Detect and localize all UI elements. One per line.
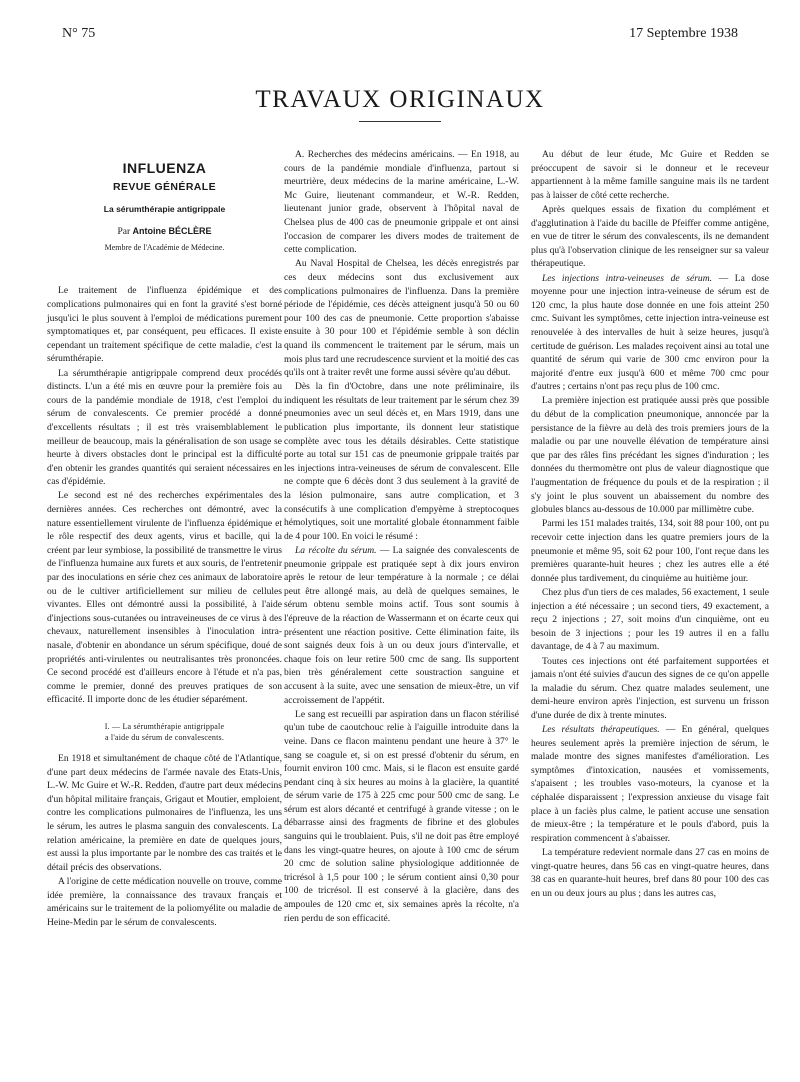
paragraph: La température redevient normale dans 27 cas en moins de vingt-quatre heures, dans 56 cas en vingt-quatre heures, dans 38 cas en quarante-huit heures, bref dans 80 pour 100 des cas en un ou deux jours au plus ; dans les autres cas, (531, 847, 769, 899)
article-title: INFLUENZA (122, 160, 207, 176)
section-subtitle: a l'aide du sérum de convalescents. (104, 732, 225, 742)
paragraph: La première injection est pratiquée aussi près que possible du début de la complication pneumonique, annoncée par la persistance de la fièvre au delà des trois premiers jours de la maladie ou par une nouvelle élévation de température ainsi que par des râles fins précédant les signes d'induration ; les données du thermomètre ont plus de valeur diagnostique que l'augmentation de fréquence du pouls et de la respiration ; il s'y joint le plus souvent un abaissement du nombre des globules blancs au-dessous de 10.000 par millimètre cube. (531, 395, 769, 516)
section-title: I. — La sérumthérapie antigrippale (104, 721, 225, 731)
issue-number: N° 75 (62, 26, 96, 41)
paragraph-body: — La saignée des convalescents de pneumonie grippale est pratiquée sept à dix jours environ après le retour de leur température à la normale ; ce délai peut être allongé mais, au delà de quelques semaines, le sérum obtenu semble moins actif. Tous sont soumis à l'épreuve de la réaction de Wassermann et on écarte ceux qui présentent une réaction positive. Cette élimination faite, ils sont saignés deux fois à un ou deux jours d'intervalle, et chaque fois on leur retire 500 cmc de sang. Ils supportent bien très généralement cette soustraction sanguine et accusent à la suite, avec une sensation de mieux-être, un vif accroissement de l'appétit. (284, 545, 519, 706)
paragraph: La sérumthérapie antigrippale comprend deux procédés distincts. L'un a été mis en œuvre pour la première fois au cours de la pandémie mondiale de 1918, c'est l'emploi du sérum de convalescents. Ce premier procédé a donné d'excellents résultats ; il est très vraisemblablement le meilleur de beaucoup, mais la généralisation de son usage se heurte à divers obstacles dont le principal est la difficulté d'en obtenir les grandes quantités qui seraient nécessaires en cas d'épidémie. (47, 367, 282, 488)
author-prefix: Par (117, 227, 131, 238)
paragraph: Le sang est recueilli par aspiration dans un flacon stérilisé qu'un tube de caoutchouc relie à l'aiguille introduite dans la veine. Dans ce flacon maintenu pendant une heure à 37° le sang se coagule et, si on est pressé d'obtenir du sérum, en fournit environ 100 cmc. Mais, si le flacon est ensuite gardé pendant cinq à six heures au moins à la glacière, la quantité de sérum varie de 175 à 225 cmc pour 500 cmc de sang. Le sérum est alors décanté et centrifugé à grande vitesse ; on le débarrasse ainsi des fragments de fibrine et des globules sanguins qui le troublaient. Puis, s'il ne doit pas être employé dans les vingt-quatre heures, on ajoute à 100 cmc de sérum 20 cmc de solution saline physiologique additionnée de tricrésol à 1,5 pour 100 ; le sérum contient ainsi 0,30 pour 100 de tricrésol. Il est conservé à la glacière, dans des ampoules de 120 cmc et, six semaines après la récolte, n'a rien perdu de son efficacité. (284, 708, 519, 924)
paragraph (284, 148, 519, 257)
masthead-rule (359, 121, 441, 122)
paragraph-body: — En 1918, au cours de la pandémie mondiale d'influenza, partout si meurtrière, deux médecins de la marine américaine, L.-W. Mc Guire, lieutenant commandeur, et W.-R. Redden, lieutenant junior grade, observent à l'hôpital naval de Chelsea plus de 400 cas de pneumonie grippale et ont ainsi l'occasion de comparer les divers modes de traitement de cette complication. (284, 149, 519, 256)
paragraph-body: — En général, quelques heures seulement après la première injection de sérum, le malade montre des signes manifestes d'amélioration. Les symptômes d'intoxication, nausées et vomissements, s'apaisent ; les troubles vaso-moteurs, la cyanose et la céphalée disparaissent ; l'expression anxieuse du visage fait place à un faciès plus calme, le patient accuse une sensation de mieux-être ; la température et le pouls d'abord, puis la respiration commencent à s'abaisser. (531, 724, 769, 844)
author-affiliation: Membre de l'Académie de Médecine. (104, 242, 225, 252)
paragraph: A l'origine de cette médication nouvelle on trouve, comme idée première, la connaissance des travaux français et américains sur le traitement de la poliomyélite ou maladie de Heine-Medin par le sérum de convalescents. (47, 875, 282, 928)
paragraph (531, 272, 769, 394)
paragraph: Le second est né des recherches expérimentales des dernières années. Ces recherches ont démontré, avec la nature essentiellement virulente de l'influenza épidémique et le rôle respectif des deux agents, virus et bacille, qui la créent par leur symbiose, la possibilité de transmettre le virus de l'influenza humaine aux furets et aux souris, de l'entretenir par des inoculations en série chez ces animaux de laboratoire ou de le cultiver artificiellement sur milieu de cellules vivantes. Elles ont démontré aussi la possibilité, à l'aide d'injections sous-cutanées ou intraveineuses de ce virus à des chevaux, naturellement insensibles à l'inoculation intra-nasale, d'obtenir en abondance un sérum spécifique, doué de propriétés anti-virulentes ou neutralisantes très prononcées. Ce second procédé est d'ailleurs encore à l'étude et n'a pas, comme le premier, donné des preuves pratiques de son efficacité. Il importe donc de les étudier séparément. (47, 490, 282, 706)
paragraph (284, 544, 519, 707)
paragraph: Au début de leur étude, Mc Guire et Redden se préoccupent de savoir si le donneur et le receveur appartiennent à la même famille sanguine mais ils ne tardent pas à laisser de côté cette recherche. (531, 149, 769, 201)
paragraph-heading: Les injections intra-veineuses de sérum. (542, 272, 712, 284)
paragraph: Le traitement de l'influenza épidémique et des complications pulmonaires qui en font la gravité s'est borné jusqu'ici le plus souvent à l'emploi de médications purement symptomatiques et, par conséquent, peu efficaces. Il existe cependant un traitement spécifique de cette maladie, c'est la sérumthérapie. (47, 285, 282, 365)
author-line (47, 225, 282, 240)
section-heading (47, 721, 282, 743)
author-name: Antoine BÉCLÈRE (132, 226, 212, 237)
paragraph-body: — La dose moyenne pour une injection intra-veineuse de sérum est de 120 cmc, la plus haute dose donnée en une fois atteint 250 cmc. Suivant les symptômes, cette injection intra-veineuse est renouvelée à des intervalles de huit à seize heures, jusqu'à certitude de guérison. Les malades reçoivent ainsi au total une quantité de sérum qui varie de 300 cmc environ pour la majorité d'entre eux jusqu'à 600 et même 700 cmc pour d'autres ; certains n'ont pas reçu plus de 100 cmc. (531, 272, 769, 393)
paragraph-heading: La récolte du sérum. (295, 545, 377, 556)
paragraph: Chez plus d'un tiers de ces malades, 56 exactement, 1 seule injection a été nécessaire ; un second tiers, 49 exactement, a reçu 2 injections ; 27, soit moins d'un cinquième, ont eu besoin de 3 injections ; pour les 19 autres il en a fallu davantage, de 4 à 7 au maximum. (531, 586, 769, 653)
masthead: TRAVAUX ORIGINAUX (255, 86, 545, 113)
paragraph: En 1918 et simultanément de chaque côté de l'Atlantique, d'une part deux médecins de l'armée navale des Etats-Unis, L.-W. Mc Guire et W.-R. Redden, d'autre part deux médecins d'un hôpital militaire français, Grigaut et Moutier, emploient, contre les complications pulmonaires de l'influenza, les uns le sérum, les autres le plasma sanguin des convalescents. La relation américaine, la première en date de quelques jours, est aussi la plus importante par le nombre des cas traités et le détail précis des observations. (47, 752, 282, 873)
column-2 (284, 148, 519, 926)
column-3 (531, 148, 769, 901)
running-header (62, 26, 738, 46)
column-1 (47, 160, 282, 930)
paragraph: Parmi les 151 malades traités, 134, soit 88 pour 100, ont pu recevoir cette injection dans les quatre premiers jours de la pneumonie et même 95, soit 62 pour 100, l'ont reçue dans les premières quarante-huit heures ; chez les autres elle a été donnée plus tardivement, du cinquième au huitième jour. (531, 518, 769, 584)
paragraph (531, 723, 769, 845)
paragraph: Toutes ces injections ont été parfaitement supportées et jamais n'ont été suivies d'aucun des signes de ce qu'on appelle la maladie du sérum. Chez quatre malades seulement, une demi-heure environ après l'injection, est survenu un frisson d'une durée de dix à trente minutes. (531, 655, 769, 721)
paragraph-heading: Les résultats thérapeutiques. (542, 724, 660, 736)
paragraph: Après quelques essais de fixation du complément et d'agglutination à l'aide du bacille de Pfeiffer comme antigène, en vue de titrer le sérum des convalescents, ils ne demandent plus qu'à l'observation clinique de les renseigner sur sa valeur thérapeutique. (531, 203, 769, 270)
paragraph: Dès la fin d'Octobre, dans une note préliminaire, ils indiquent les résultats de leur traitement par le sérum chez 39 pneumonies avec un seul décès et, en Mars 1919, dans une publication plus importante, ils donnent leur statistique complète avec tous les détails désirables. Cette statistique porte au total sur 151 cas de pneumonie grippale traités par les injections intra-veineuses de sérum de convalescent. Elle ne compte que 6 décès dont 3 dus seulement à la gravité de la lésion pulmonaire, sans autre complication, et 3 consécutifs à une complication d'empyème à streptocoques hémolytiques, soit une mortalité globale étonnamment faible de 4 pour 100. En voici le résumé : (284, 381, 519, 542)
article-subsubtitle: La sérumthérapie antigrippale (103, 203, 226, 214)
paragraph: Au Naval Hospital de Chelsea, les décès enregistrés par ces deux médecins sont dus exclusivement aux complications pulmonaires de l'influenza. Dans la première période de l'épidémie, ces décès atteignent jusqu'à 50 ou 60 pour 100 des cas de pneumonie. Cette proportion s'abaisse ensuite à 30 pour 100 et l'épidémie semble à son déclin quand ils commencent le traitement par le sérum, mais un mois plus tard une recrudescence survient et la moitié des cas qu'ils ont à traiter revêt une forme aussi sévère qu'au début. (284, 258, 519, 379)
article-subtitle: REVUE GÉNÉRALE (112, 181, 217, 193)
paragraph-heading: A. Recherches des médecins américains. (295, 149, 455, 160)
issue-date: 17 Septembre 1938 (629, 26, 738, 41)
